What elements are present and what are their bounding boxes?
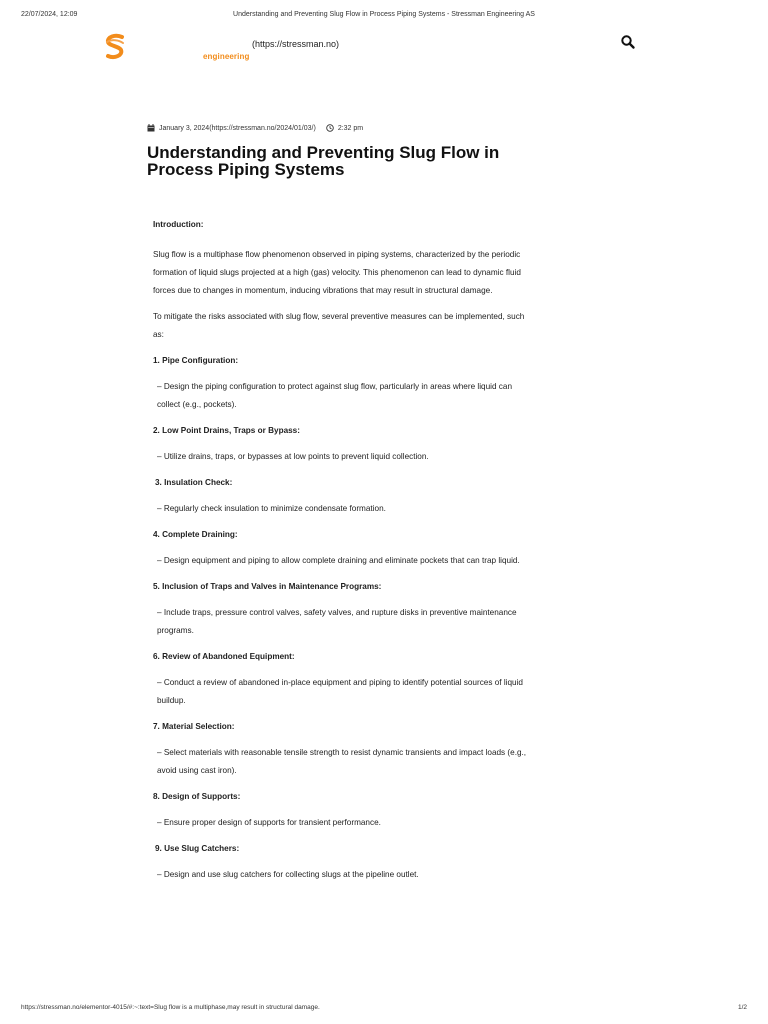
intro-paragraph-1: Slug flow is a multiphase flow phenomenon observed in piping systems, characterized by the periodic formation of liquid slugs projected at a high (gas) velocity. This phenomenon can lead to dynamic fluid forces due to changes in momentum, inducing vibrations that may result in structural damage.	[153, 250, 521, 295]
post-time	[326, 124, 363, 132]
logo-wordmark: engineering	[203, 52, 250, 61]
stressman-logo-icon[interactable]	[102, 32, 128, 62]
step-heading: 8. Design of Supports:	[153, 792, 241, 801]
step-heading: 6. Review of Abandoned Equipment:	[153, 652, 295, 661]
step-body: – Design the piping configuration to protect against slug flow, particularly in areas where liquid can collect (e.g., pockets).	[157, 382, 512, 409]
home-link[interactable]: (https://stressman.no)	[252, 39, 340, 49]
clock-icon	[326, 124, 334, 132]
article-body	[153, 216, 533, 892]
step-body: – Include traps, pressure control valves, safety valves, and rupture disks in preventive maintenance programs.	[157, 608, 517, 635]
step-body: – Design and use slug catchers for collecting slugs at the pipeline outlet.	[157, 870, 419, 879]
calendar-icon	[147, 124, 155, 132]
step-heading: 4. Complete Draining:	[153, 530, 238, 539]
intro-heading: Introduction:	[153, 220, 204, 229]
print-datetime: 22/07/2024, 12:09	[21, 11, 78, 18]
post-time-text: 2:32 pm	[337, 124, 364, 132]
post-date-link[interactable]: January 3, 2024(https://stressman.no/2024/01/03/)	[159, 124, 316, 132]
step-body: – Conduct a review of abandoned in-place equipment and piping to identify potential sources of liquid buildup.	[157, 678, 523, 705]
step-heading: 2. Low Point Drains, Traps or Bypass:	[153, 426, 300, 435]
step-body: – Design equipment and piping to allow complete draining and eliminate pockets that can trap liquid.	[157, 556, 520, 565]
print-page-title: Understanding and Preventing Slug Flow in Process Piping Systems - Stressman Engineering AS	[233, 11, 535, 18]
step-body: – Regularly check insulation to minimize condensate formation.	[157, 504, 386, 513]
step-heading: 3. Insulation Check:	[155, 478, 233, 487]
intro-paragraph-2: To mitigate the risks associated with slug flow, several preventive measures can be implemented, such as:	[153, 312, 525, 339]
site-header	[0, 30, 768, 70]
print-footer-url: https://stressman.no/elementor-4015/#:~:text=Slug flow is a multiphase,may result in structural damage.	[21, 1004, 320, 1011]
step-body: – Select materials with reasonable tensile strength to resist dynamic transients and impact loads (e.g., avoid using cast iron).	[157, 748, 527, 775]
step-heading: 1. Pipe Configuration:	[153, 356, 239, 365]
step-body: – Ensure proper design of supports for transient performance.	[157, 818, 381, 827]
step-heading: 5. Inclusion of Traps and Valves in Maintenance Programs:	[153, 582, 382, 591]
step-heading: 7. Material Selection:	[153, 722, 235, 731]
search-icon[interactable]	[620, 34, 636, 50]
step-heading: 9. Use Slug Catchers:	[155, 844, 240, 853]
post-title: Understanding and Preventing Slug Flow in Process Piping Systems	[147, 143, 500, 179]
step-body: – Utilize drains, traps, or bypasses at low points to prevent liquid collection.	[157, 452, 429, 461]
post-meta	[147, 124, 363, 132]
print-page-number: 1/2	[737, 1004, 747, 1011]
